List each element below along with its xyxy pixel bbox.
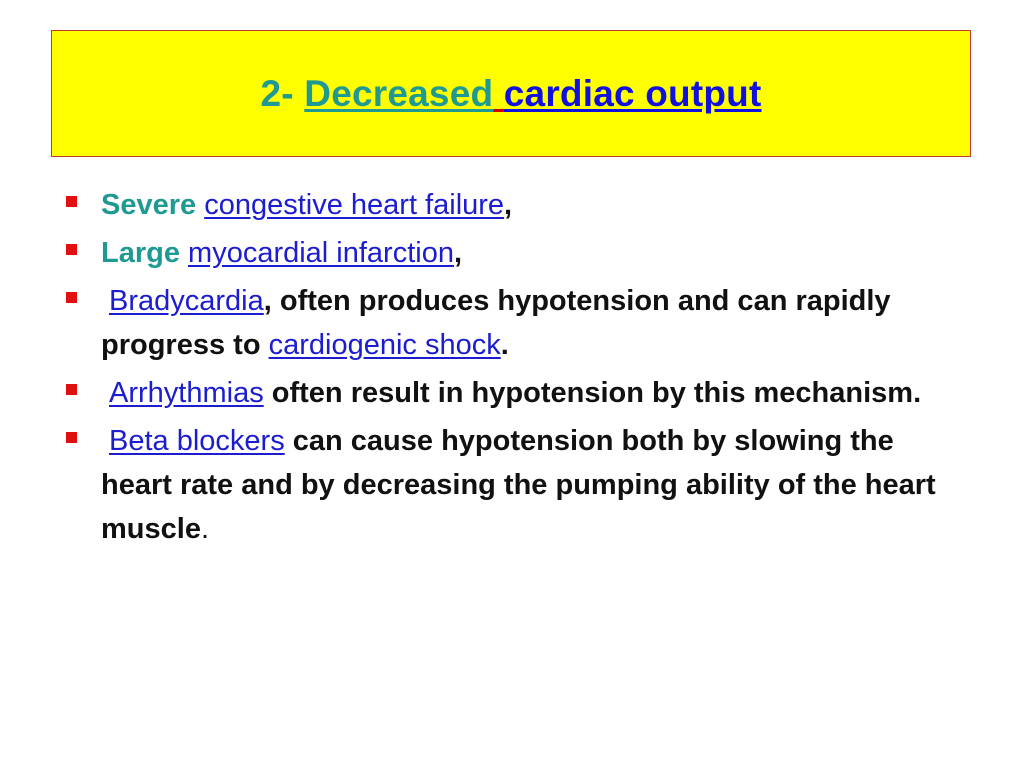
bullet-text: often result in hypotension by this mechanism.	[263, 377, 922, 409]
bullet-suffix: ,	[504, 189, 513, 221]
title-gap	[493, 73, 503, 114]
red-square-bullet-icon	[66, 384, 77, 395]
bullet-text: can cause hypotension both by slowing the heart rate and by decreasing the pumping ability of the heart muscle	[101, 425, 936, 545]
link-congestive-heart-failure[interactable]: congestive heart failure	[204, 189, 505, 221]
bullet-list	[66, 183, 946, 555]
bullet-item-congestive-heart-failure	[66, 183, 946, 227]
link-beta-blockers[interactable]: Beta blockers	[109, 425, 285, 457]
bullet-item-bradycardia	[66, 279, 946, 367]
red-square-bullet-icon	[66, 432, 77, 443]
link-bradycardia[interactable]: Bradycardia	[109, 285, 264, 317]
title-word-decreased: Decreased	[304, 72, 494, 114]
bullet-suffix: ,	[453, 237, 463, 269]
bullet-end: .	[200, 513, 210, 545]
red-square-bullet-icon	[66, 292, 77, 303]
bullet-text: , often produces hypotension and can rapidly progress to	[101, 285, 891, 361]
title-banner	[51, 30, 971, 157]
link-arrhythmias[interactable]: Arrhythmias	[109, 377, 264, 409]
slide-title	[261, 73, 762, 115]
bullet-item-beta-blockers	[66, 419, 946, 551]
red-square-bullet-icon	[66, 196, 77, 207]
bullet-item-arrhythmias	[66, 371, 946, 415]
bullet-item-myocardial-infarction	[66, 231, 946, 275]
link-cardiogenic-shock[interactable]: cardiogenic shock	[268, 329, 501, 361]
bullet-prefix: Large	[101, 237, 189, 269]
red-square-bullet-icon	[66, 244, 77, 255]
link-myocardial-infarction[interactable]: myocardial infarction	[188, 237, 454, 269]
bullet-suffix: .	[500, 329, 509, 361]
bullet-prefix: Severe	[101, 189, 205, 221]
title-number: 2-	[260, 72, 305, 114]
title-link-cardiac-output[interactable]: cardiac output	[503, 72, 762, 114]
